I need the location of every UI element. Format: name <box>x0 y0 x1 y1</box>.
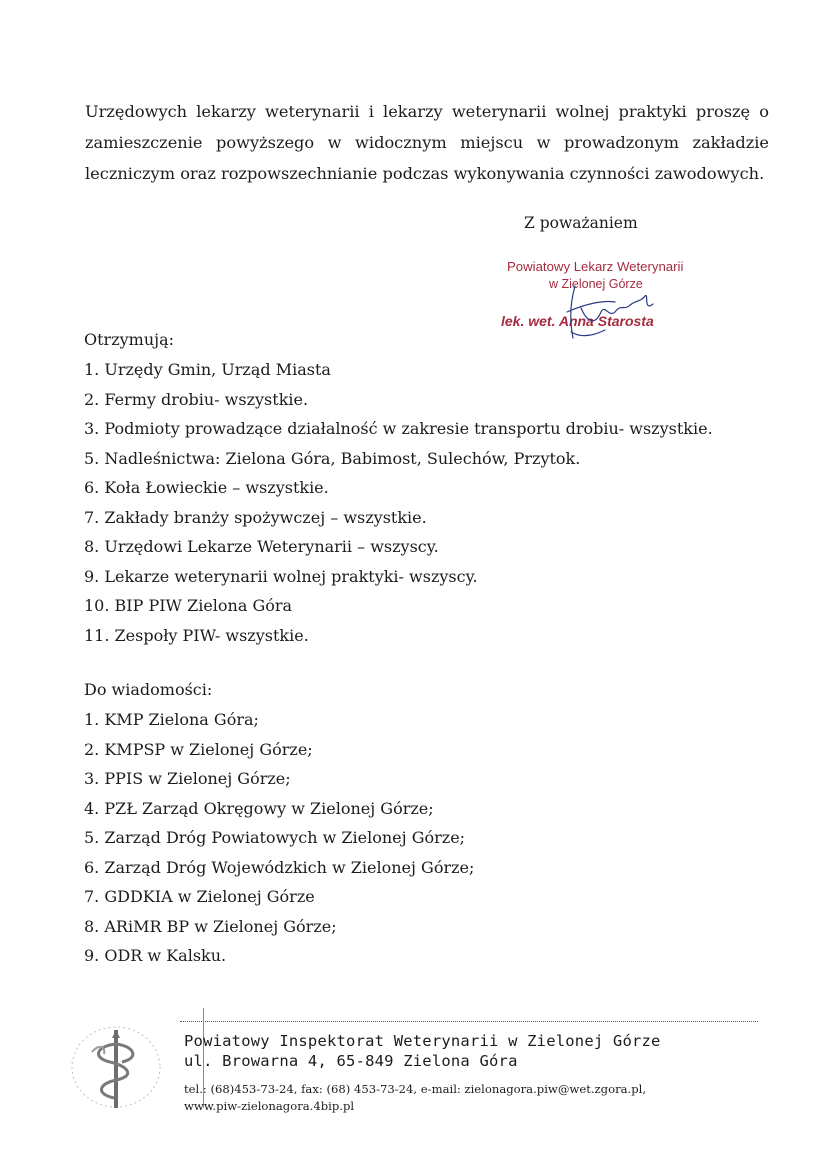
list-item: 5. Zarząd Dróg Powiatowych w Zielonej Górze; <box>84 828 466 847</box>
list-item: 6. Zarząd Dróg Wojewódzkich w Zielonej Górze; <box>84 857 475 877</box>
cc-title: Do wiadomości: <box>84 680 213 699</box>
recipients-title: Otrzymują: <box>84 330 175 349</box>
list-item: 8. Urzędowi Lekarze Weterynarii – wszyscy. <box>84 537 439 556</box>
caduceus-icon <box>66 1022 166 1112</box>
contact-line: tel.: (68)453-73-24, fax: (68) 453-73-24, e-mail: zielonagora.piw@wet.zgora.pl, <box>184 1082 647 1096</box>
list-item: 7. Zakłady branży spożywczej – wszystkie. <box>84 507 427 527</box>
list-item: 2. KMPSP w Zielonej Górze; <box>84 739 313 759</box>
list-item: 2. Fermy drobiu- wszystkie. <box>84 389 309 409</box>
list-item: 9. Lekarze weterynarii wolnej praktyki- wszyscy. <box>84 566 478 586</box>
list-item: 7. GDDKIA w Zielonej Górze <box>84 887 315 906</box>
list-item: 11. Zespoły PIW- wszystkie. <box>84 625 309 645</box>
stamp-line-1: Powiatowy Lekarz Weterynarii <box>507 259 684 274</box>
institution-name: Powiatowy Inspektorat Weterynarii w Zielonej Górze <box>184 1032 661 1050</box>
list-item: 6. Koła Łowieckie – wszystkie. <box>84 478 329 497</box>
closing-phrase: Z poważaniem <box>524 214 638 232</box>
list-item: 4. PZŁ Zarząd Okręgowy w Zielonej Górze; <box>84 798 434 818</box>
list-item: 1. KMP Zielona Góra; <box>84 710 259 729</box>
list-item: 8. ARiMR BP w Zielonej Górze; <box>84 916 337 936</box>
handwritten-signature <box>545 282 665 344</box>
list-item: 9. ODR w Kalsku. <box>84 946 227 965</box>
list-item: 3. PPIS w Zielonej Górze; <box>84 769 291 788</box>
list-item: 5. Nadleśnictwa: Zielona Góra, Babimost, Sulechów, Przytok. <box>84 448 581 468</box>
list-item: 10. BIP PIW Zielona Góra <box>84 596 293 615</box>
website-line: www.piw-zielonagora.4bip.pl <box>184 1099 355 1113</box>
footer-divider <box>180 1021 758 1022</box>
stamp-line-2: w Zielonej Górze <box>549 277 643 291</box>
recipients-list <box>84 355 713 650</box>
list-item: 3. Podmioty prowadzące działalność w zakresie transportu drobiu- wszystkie. <box>84 419 713 438</box>
list-item: 1. Urzędy Gmin, Urząd Miasta <box>84 360 331 379</box>
institution-address: ul. Browarna 4, 65-849 Zielona Góra <box>184 1052 518 1070</box>
cc-list <box>84 705 474 971</box>
stamp-line-3: lek. wet. Anna Starosta <box>501 313 654 329</box>
intro-paragraph: Urzędowych lekarzy weterynarii i lekarzy weterynarii wolnej praktyki proszę o zamieszczenie powyższego w widocznym miejscu w prowadzonym zakładzie leczniczym oraz rozpowszechnianie podczas wykonywania czynności zawodowych. <box>85 102 769 183</box>
